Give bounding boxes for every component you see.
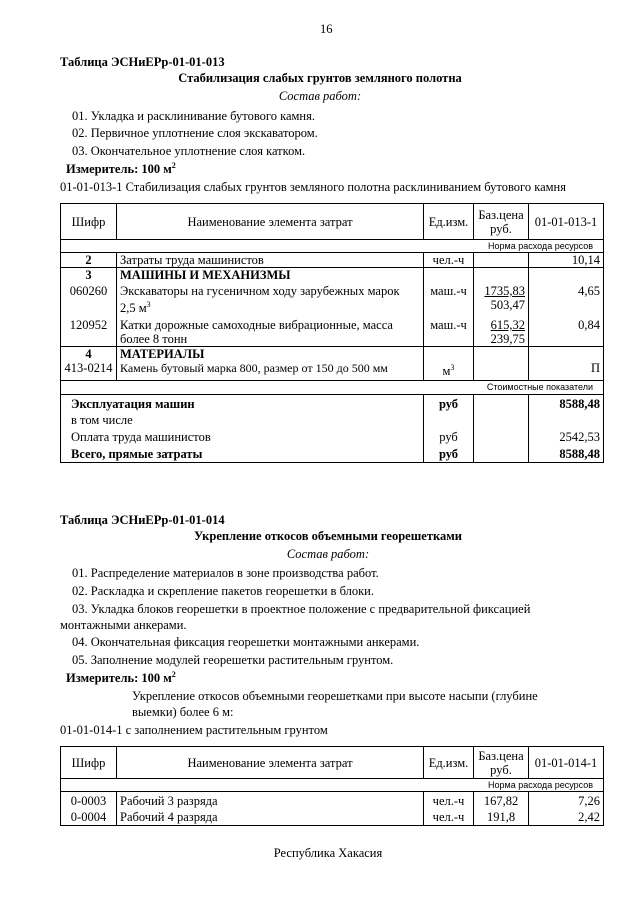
table-row (61, 792, 604, 809)
meter-label-1: Измеритель: 100 $м^2$ (66, 161, 176, 177)
work-step: 02. Раскладка и скрепление пакетов георешетки в блоки. (72, 584, 374, 598)
table-title-1: Стабилизация слабых грунтов земляного полотна (178, 71, 462, 85)
composition-heading-2: Состав работ: (286, 547, 370, 561)
row-value: 7,26 (529, 792, 604, 809)
row-code: 413-0214 (61, 361, 117, 381)
header-price: Баз.цена руб. (474, 747, 529, 779)
work-step: 04. Окончательная фиксация георешетки монтажными анкерами. (72, 635, 420, 649)
cost-row (61, 444, 604, 463)
row-name: МАШИНЫ И МЕХАНИЗМЫ (117, 268, 424, 283)
table-row (61, 808, 604, 826)
row-price: 615,32 239,75 (474, 315, 529, 347)
row-price: 191,8 (474, 808, 529, 826)
row-name: Экскаваторы на гусеничном ходу зарубежных марок 2,5 $м^3$ (117, 282, 424, 315)
code-line-1: 01-01-013-1 Стабилизация слабых грунтов земляного полотна расклиниванием бутового камня (60, 180, 566, 194)
cost-row (61, 411, 604, 427)
table-title-2: Укрепление откосов объемными георешетками (194, 529, 462, 543)
composition-heading-1: Состав работ: (278, 89, 362, 103)
row-value: 0,84 (529, 315, 604, 347)
row-price: 167,82 (474, 792, 529, 809)
page-footer: Республика Хакасия (273, 846, 383, 860)
table-row (61, 253, 604, 268)
cost-row (61, 427, 604, 444)
work-step: 03. Окончательное уплотнение слоя катком. (72, 144, 306, 158)
row-name: Рабочий 3 разряда (117, 792, 424, 809)
cost-name: Всего, прямые затраты (61, 444, 424, 463)
row-code: 2 (61, 253, 117, 268)
row-name: Камень бутовый марка 800, размер от 150 до 500 мм (117, 361, 424, 381)
work-step: 02. Первичное уплотнение слоя экскаватором. (72, 126, 318, 140)
header-column: 01-01-013-1 (529, 204, 604, 240)
cost-table-1 (60, 203, 604, 463)
header-name: Наименование элемента затрат (117, 204, 424, 240)
header-unit: Ед.изм. (424, 747, 474, 779)
work-step: 01. Распределение материалов в зоне производства работ. (72, 566, 379, 580)
row-value: 10,14 (529, 253, 604, 268)
work-step: 05. Заполнение модулей георешетки растительным грунтом. (72, 653, 394, 667)
cost-unit: руб (424, 395, 474, 412)
row-unit: маш.-ч (424, 315, 474, 347)
row-name: Катки дорожные самоходные вибрационные, масса более 8 тонн (117, 315, 424, 347)
row-code: 0-0003 (61, 792, 117, 809)
header-code: Шифр (61, 747, 117, 779)
cost-label: Стоимостные показатели (61, 381, 604, 395)
cost-value: 8588,48 (529, 395, 604, 412)
table-row (61, 361, 604, 381)
row-code: 060260 (61, 282, 117, 315)
description-line: Укрепление откосов объемными георешетками при высоте насыпи (глубине (132, 689, 538, 703)
table-row (61, 315, 604, 347)
row-value: 4,65 (529, 282, 604, 315)
meter-label-2: Измеритель: 100 $м^2$ (66, 670, 176, 686)
row-value: П (529, 361, 604, 381)
norm-row (61, 779, 604, 792)
table-row (61, 347, 604, 362)
header-name: Наименование элемента затрат (117, 747, 424, 779)
work-step: 03. Укладка блоков георешетки в проектное положение с предварительной фиксацией (72, 602, 531, 616)
cost-name: Оплата труда машинистов (61, 427, 424, 444)
cost-value: 8588,48 (529, 444, 604, 463)
description-line: выемки) более 6 м: (132, 705, 234, 719)
header-row (61, 204, 604, 240)
cost-name: Эксплуатация машин (61, 395, 424, 412)
page-number: 16 (320, 22, 333, 36)
table-row (61, 268, 604, 283)
header-row (61, 747, 604, 779)
row-price: 1735,83 503,47 (474, 282, 529, 315)
row-unit: чел.-ч (424, 253, 474, 268)
row-code: 120952 (61, 315, 117, 347)
table-label-1: Таблица ЭСНиЕРр-01-01-013 (60, 55, 225, 69)
header-column: 01-01-014-1 (529, 747, 604, 779)
row-unit: чел.-ч (424, 792, 474, 809)
header-unit: Ед.изм. (424, 204, 474, 240)
work-step: 01. Укладка и расклинивание бутового камня. (72, 109, 315, 123)
table-row (61, 282, 604, 315)
table-label-2: Таблица ЭСНиЕРр-01-01-014 (60, 513, 225, 527)
row-name: МАТЕРИАЛЫ (117, 347, 424, 362)
row-value: 2,42 (529, 808, 604, 826)
header-code: Шифр (61, 204, 117, 240)
code-line-2: 01-01-014-1 с заполнением растительным грунтом (60, 723, 328, 737)
cost-unit: руб (424, 444, 474, 463)
cost-label-row (61, 381, 604, 395)
norm-label: Норма расхода ресурсов (61, 779, 604, 792)
row-unit: $м^3$ (424, 361, 474, 381)
row-code: 4 (61, 347, 117, 362)
norm-label: Норма расхода ресурсов (61, 240, 604, 253)
cost-table-2 (60, 746, 604, 826)
row-name: Затраты труда машинистов (117, 253, 424, 268)
cost-row (61, 395, 604, 412)
row-unit: чел.-ч (424, 808, 474, 826)
cost-unit: руб (424, 427, 474, 444)
row-name: Рабочий 4 разряда (117, 808, 424, 826)
row-code: 0-0004 (61, 808, 117, 826)
row-code: 3 (61, 268, 117, 283)
cost-name: в том числе (61, 411, 424, 427)
norm-row (61, 240, 604, 253)
row-unit: маш.-ч (424, 282, 474, 315)
work-step-continued: монтажными анкерами. (60, 618, 187, 632)
header-price: Баз.цена руб. (474, 204, 529, 240)
cost-value: 2542,53 (529, 427, 604, 444)
